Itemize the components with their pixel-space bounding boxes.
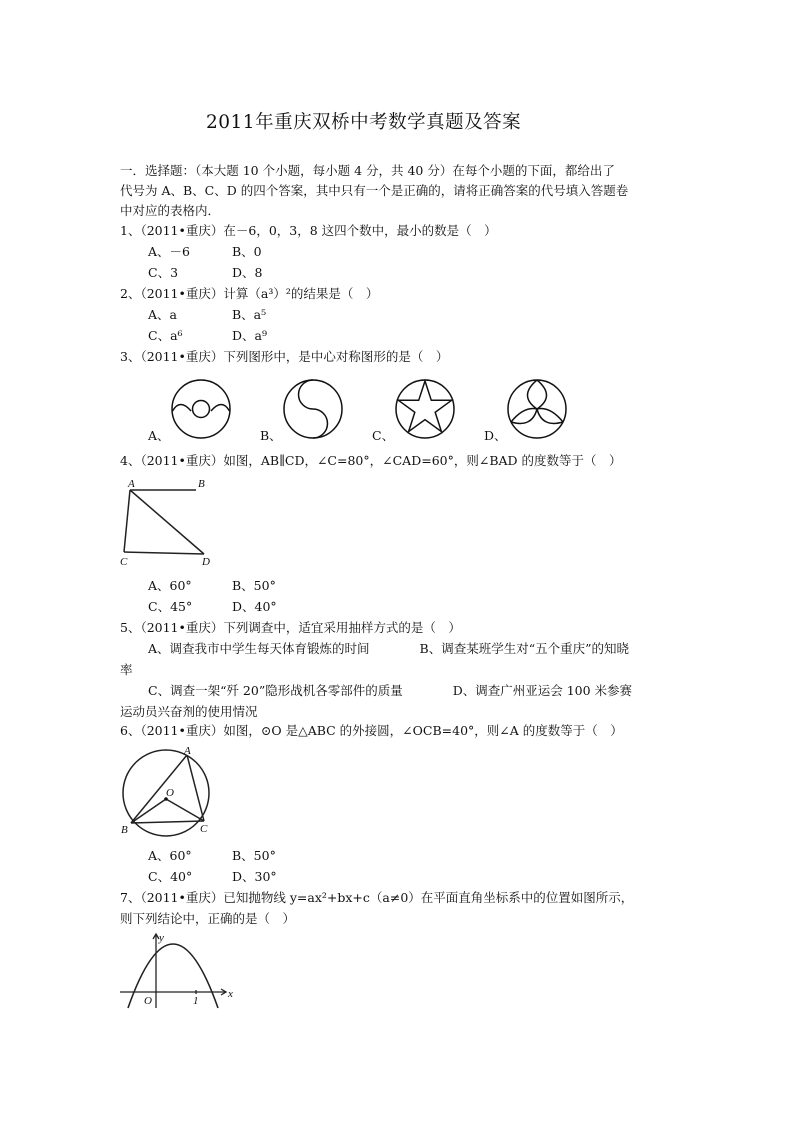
question-1-option-a: A、－6 xyxy=(148,244,190,259)
question-3-figure-a xyxy=(170,378,232,440)
question-3-option-b-label: B、 xyxy=(260,428,282,443)
question-2-option-a: A、a xyxy=(148,307,177,322)
figure-label-b: B xyxy=(198,478,205,490)
figure-label-a: A xyxy=(184,745,191,757)
section-instructions-line-2: 代号为 A、B、C、D 的四个答案，其中只有一个是正确的，请将正确答案的代号填入答题卷 xyxy=(120,183,629,198)
page-title: 2011年重庆双桥中考数学真题及答案 xyxy=(206,112,522,133)
question-7-stem-line-2: 则下列结论中，正确的是（ ） xyxy=(120,911,296,926)
figure-label-c: C xyxy=(120,556,128,568)
section-instructions-line-1: 一．选择题：（本大题 10 个小题，每小题 4 分，共 40 分）在每个小题的下面，都给出了 xyxy=(120,163,615,178)
question-7-figure xyxy=(118,930,238,1012)
question-6-option-a: A、60° xyxy=(148,848,192,863)
question-5-options-line-4: 运动员兴奋剂的使用情况 xyxy=(120,704,258,719)
question-1-option-d: D、8 xyxy=(232,265,263,280)
question-2-option-c: C、a⁶ xyxy=(148,328,183,343)
question-3-figure-b xyxy=(282,378,344,440)
origin-label: O xyxy=(144,995,152,1007)
question-1-option-c: C、3 xyxy=(148,265,179,280)
figure-label-c: C xyxy=(200,823,208,835)
question-3-figure-c xyxy=(394,378,456,440)
question-4-figure xyxy=(118,476,218,568)
question-3-stem: 3、（2011•重庆）下列图形中，是中心对称图形的是（ ） xyxy=(120,349,449,364)
question-4-option-a: A、60° xyxy=(148,578,192,593)
question-6-option-d: D、30° xyxy=(232,869,277,884)
question-3-option-c-label: C、 xyxy=(372,428,395,443)
question-2-option-b: B、a⁵ xyxy=(232,307,267,322)
question-4-option-c: C、45° xyxy=(148,599,193,614)
question-5-options-line-2: 率 xyxy=(120,662,133,677)
figure-label-a: A xyxy=(128,478,135,490)
question-5-options-line-3: C、调查一架“歼 20”隐形战机各零部件的质量 D、调查广州亚运会 100 米参赛 xyxy=(148,683,633,698)
question-4-option-b: B、50° xyxy=(232,578,276,593)
question-2-option-d: D、a⁹ xyxy=(232,328,267,343)
question-3-option-d-label: D、 xyxy=(484,428,507,443)
question-3-figure-d xyxy=(506,376,568,440)
question-2-stem: 2、（2011•重庆）计算（a³）²的结果是（ ） xyxy=(120,286,379,301)
question-4-option-d: D、40° xyxy=(232,599,277,614)
question-5-options-line-1: A、调查我市中学生每天体育锻炼的时间 B、调查某班学生对“五个重庆”的知晓 xyxy=(148,641,629,656)
figure-label-o: O xyxy=(166,787,174,799)
question-6-option-c: C、40° xyxy=(148,869,193,884)
question-4-stem: 4、（2011•重庆）如图，AB∥CD，∠C=80°，∠CAD=60°，则∠BAD 的度数等于（ ） xyxy=(120,453,622,468)
axis-label-x: x xyxy=(228,988,233,1000)
question-1-option-b: B、0 xyxy=(232,244,262,259)
question-3-option-a-label: A、 xyxy=(148,428,170,443)
tick-label-1: 1 xyxy=(193,995,199,1007)
question-7-stem-line-1: 7、（2011•重庆）已知抛物线 y=ax²+bx+c（a≠0）在平面直角坐标系中的位置如图所示， xyxy=(120,890,634,905)
figure-label-d: D xyxy=(202,556,210,568)
question-6-figure xyxy=(118,746,218,838)
question-1-stem: 1、（2011•重庆）在－6，0，3，8 这四个数中，最小的数是（ ） xyxy=(120,223,497,238)
question-6-stem: 6、（2011•重庆）如图，⊙O 是△ABC 的外接圆，∠OCB=40°，则∠A 的度数等于（ ） xyxy=(120,723,623,738)
question-5-stem: 5、（2011•重庆）下列调查中，适宜采用抽样方式的是（ ） xyxy=(120,620,461,635)
figure-label-b: B xyxy=(121,824,128,836)
axis-label-y: y xyxy=(159,932,164,944)
question-6-option-b: B、50° xyxy=(232,848,276,863)
section-instructions-line-3: 中对应的表格内． xyxy=(120,203,221,218)
